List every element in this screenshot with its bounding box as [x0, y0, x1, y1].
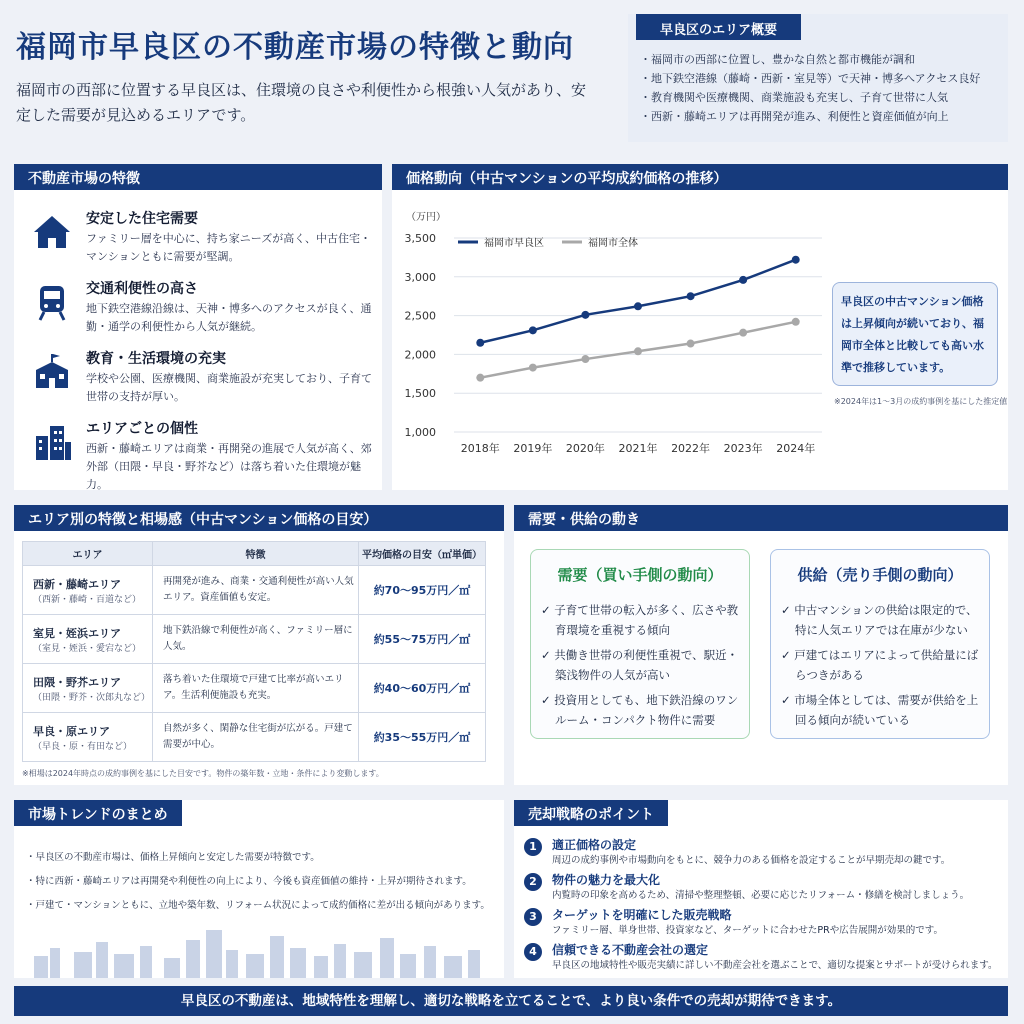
market-trend-title: 市場トレンドのまとめ	[14, 800, 182, 826]
x-tick-label: 2018年	[460, 442, 500, 455]
strategy-text: 早良区の地域特性や販売実績に詳しい不動産会社を選ぶことで、適切な提案とサポートが受けられます。	[552, 960, 998, 971]
area-feature-cell: 再開発が進み、商業・交通利便性が高い人気エリア。資産価値も安定。	[153, 566, 359, 615]
feature-text: ファミリー層を中心に、持ち家ニーズが高く、中古住宅・マンションともに需要が堅調。	[86, 232, 372, 263]
supply-demand-panel	[514, 505, 1008, 785]
list-item: ・ 福岡市の西部に位置し、豊かな自然と都市機能が調和	[640, 50, 980, 69]
area-sub: （西新・藤崎・百道など）	[33, 594, 142, 605]
step-number: 3	[524, 908, 542, 926]
price-trend-chart	[392, 194, 832, 490]
market-features-panel	[14, 164, 382, 490]
area-name: 西新・藤崎エリア	[33, 577, 121, 591]
data-point	[581, 355, 589, 363]
chart-callout: 早良区の中古マンション価格は上昇傾向が続いており、福岡市全体と比較しても高い水準で推移しています。	[832, 282, 998, 386]
chart-note: ※2024年は1〜3月の成約事例を基にした推定値	[834, 397, 1008, 406]
feature-heading: エリアごとの個性	[86, 421, 198, 437]
area-note: ※相場は2024年時点の成約事例を基にした目安です。物件の築年数・立地・条件により変動します。	[22, 769, 384, 778]
area-price-title: エリア別の特徴と相場感（中古マンション価格の目安）	[14, 505, 504, 531]
list-item: ✓ 中古マンションの供給は限定的で、特に人気エリアでは在庫が少ない	[781, 600, 989, 640]
area-name-cell	[23, 664, 153, 713]
area-sub: （室見・姪浜・愛宕など）	[33, 643, 142, 654]
data-point	[739, 276, 747, 284]
data-point	[739, 329, 747, 337]
price-trend-title: 価格動向（中古マンションの平均成約価格の推移）	[392, 164, 1008, 190]
area-price-cell: 約35〜55万円／㎡	[359, 713, 486, 762]
area-price-cell: 約70〜95万円／㎡	[359, 566, 486, 615]
area-name: 室見・姪浜エリア	[33, 626, 121, 640]
trend-list	[26, 846, 490, 918]
market-trend-panel	[14, 800, 504, 978]
x-tick-label: 2023年	[723, 442, 763, 455]
demand-title: 需要（買い手側の動向）	[557, 566, 723, 584]
strategy-text: ファミリー層、単身世帯、投資家など、ターゲットに合わせたPRや広告展開が効果的です。	[552, 925, 944, 936]
x-tick-label: 2020年	[565, 442, 605, 455]
area-overview-title: 早良区のエリア概要	[636, 14, 801, 40]
area-overview-box	[628, 14, 1008, 142]
data-point	[687, 340, 695, 348]
list-item: ・ 特に西新・藤崎エリアは再開発や利便性の向上により、今後も資産価値の維持・上昇が期待されます。	[26, 870, 490, 894]
data-point	[634, 347, 642, 355]
area-feature-cell: 落ち着いた住環境で戸建て比率が高いエリア。生活利便施設も充実。	[153, 664, 359, 713]
page-title: 福岡市早良区の不動産市場の特徴と動向	[16, 30, 574, 65]
list-item: ✓ 戸建てはエリアによって供給量にばらつきがある	[781, 645, 989, 685]
list-item: ・ 地下鉄空港線（藤崎・西新・室見等）で天神・博多へアクセス良好	[640, 69, 980, 88]
area-name-cell	[23, 713, 153, 762]
area-name: 早良・原エリア	[33, 724, 110, 738]
list-item: ・ 早良区の不動産市場は、価格上昇傾向と安定した需要が特徴です。	[26, 846, 490, 870]
data-point	[476, 339, 484, 347]
market-features-title: 不動産市場の特徴	[14, 164, 382, 190]
area-price-table	[22, 541, 486, 762]
y-tick-label: 3,000	[404, 270, 436, 284]
y-tick-label: 1,500	[404, 387, 436, 401]
strategy-text: 周辺の成約事例や市場動向をもとに、競争力のある価格を設定することが早期売却の鍵です。	[552, 855, 951, 866]
y-axis-label: （万円）	[406, 212, 446, 223]
x-tick-label: 2024年	[776, 442, 816, 455]
column-header: 特徴	[153, 542, 359, 566]
series-line	[480, 260, 795, 343]
train-icon	[32, 282, 72, 322]
data-point	[792, 256, 800, 264]
feature-heading: 安定した住宅需要	[86, 211, 198, 227]
table-row	[23, 615, 486, 664]
table-row	[23, 664, 486, 713]
feature-text: 地下鉄空港線沿線は、天神・博多へのアクセスが良く、通勤・通学の利便性から人気が継続。	[86, 302, 372, 333]
list-item: ✓ 子育て世帯の転入が多く、広さや教育環境を重視する傾向	[541, 600, 749, 640]
legend-label: 福岡市早良区	[484, 238, 544, 249]
data-point	[529, 364, 537, 372]
list-item: ・ 教育機関や医療機関、商業施設も充実し、子育て世帯に人気	[640, 88, 980, 107]
sales-strategy-title: 売却戦略のポイント	[514, 800, 668, 826]
list-item: ✓ 市場全体としては、需要が供給を上回る傾向が続いている	[781, 690, 989, 730]
y-tick-label: 2,500	[404, 309, 436, 323]
sales-strategy-panel	[514, 800, 1008, 978]
feature-text: 学校や公園、医療機関、商業施設が充実しており、子育て世帯の支持が厚い。	[86, 372, 372, 403]
data-point	[581, 311, 589, 319]
supply-demand-title: 需要・供給の動き	[514, 505, 1008, 531]
strategy-heading: 信頼できる不動産会社の選定	[552, 943, 709, 957]
area-sub: （早良・原・有田など）	[33, 741, 133, 752]
step-number: 2	[524, 873, 542, 891]
column-header: エリア	[23, 542, 153, 566]
area-price-panel	[14, 505, 504, 785]
footer-banner: 早良区の不動産は、地域特性を理解し、適切な戦略を立てることで、より良い条件での売却が期待できます。	[14, 986, 1008, 1016]
data-point	[476, 374, 484, 382]
data-point	[687, 292, 695, 300]
list-item: ✓ 共働き世帯の利便性重視で、駅近・築浅物件の人気が高い	[541, 645, 749, 685]
column-header: 平均価格の目安（㎡単価）	[359, 542, 486, 566]
intro-text: 福岡市の西部に位置する早良区は、住環境の良さや利便性から根強い人気があり、安定した需要が見込めるエリアです。	[16, 81, 587, 124]
school-icon	[32, 352, 72, 392]
city-skyline-illustration	[14, 928, 504, 978]
feature-heading: 教育・生活環境の充実	[86, 351, 226, 367]
demand-box	[530, 549, 750, 739]
legend-label: 福岡市全体	[588, 238, 638, 249]
area-name-cell	[23, 566, 153, 615]
area-overview-list	[640, 50, 980, 126]
data-point	[529, 326, 537, 334]
step-number: 4	[524, 943, 542, 961]
x-tick-label: 2021年	[618, 442, 658, 455]
strategy-heading: ターゲットを明確にした販売戦略	[552, 908, 732, 922]
table-row	[23, 713, 486, 762]
y-tick-label: 1,000	[404, 426, 436, 439]
strategy-heading: 適正価格の設定	[552, 838, 637, 852]
list-item: ・ 西新・藤崎エリアは再開発が進み、利便性と資産価値が向上	[640, 107, 980, 126]
area-price-cell: 約55〜75万円／㎡	[359, 615, 486, 664]
strategy-heading: 物件の魅力を最大化	[552, 873, 661, 887]
x-tick-label: 2022年	[671, 442, 711, 455]
list-item: ・ 戸建て・マンションともに、立地や築年数、リフォーム状況によって成約価格に差が出る傾向があります。	[26, 894, 490, 918]
buildings-icon	[32, 422, 72, 462]
strategy-text: 内覧時の印象を高めるため、清掃や整理整頓、必要に応じたリフォーム・修繕を検討しましょう。	[552, 890, 970, 901]
data-point	[792, 318, 800, 326]
data-point	[634, 302, 642, 310]
area-feature-cell: 自然が多く、閑静な住宅街が広がる。戸建て需要が中心。	[153, 713, 359, 762]
y-tick-label: 3,500	[404, 232, 436, 245]
area-name-cell	[23, 615, 153, 664]
area-sub: （田隈・野芥・次郎丸など）	[33, 692, 151, 703]
area-price-cell: 約40〜60万円／㎡	[359, 664, 486, 713]
x-tick-label: 2019年	[513, 442, 553, 455]
area-feature-cell: 地下鉄沿線で利便性が高く、ファミリー層に人気。	[153, 615, 359, 664]
feature-heading: 交通利便性の高さ	[86, 281, 198, 297]
feature-text: 西新・藤崎エリアは商業・再開発の進展で人気が高く、郊外部（田隈・早良・野芥など）は落ち着いた住環境が魅力。	[86, 442, 372, 491]
table-header-row	[23, 542, 486, 566]
house-icon	[32, 212, 72, 252]
list-item: ✓ 投資用としても、地下鉄沿線のワンルーム・コンパクト物件に需要	[541, 690, 749, 730]
area-name: 田隈・野芥エリア	[33, 675, 121, 689]
supply-box	[770, 549, 990, 739]
step-number: 1	[524, 838, 542, 856]
y-tick-label: 2,000	[404, 348, 436, 362]
table-row	[23, 566, 486, 615]
supply-title: 供給（売り手側の動向）	[797, 566, 963, 584]
